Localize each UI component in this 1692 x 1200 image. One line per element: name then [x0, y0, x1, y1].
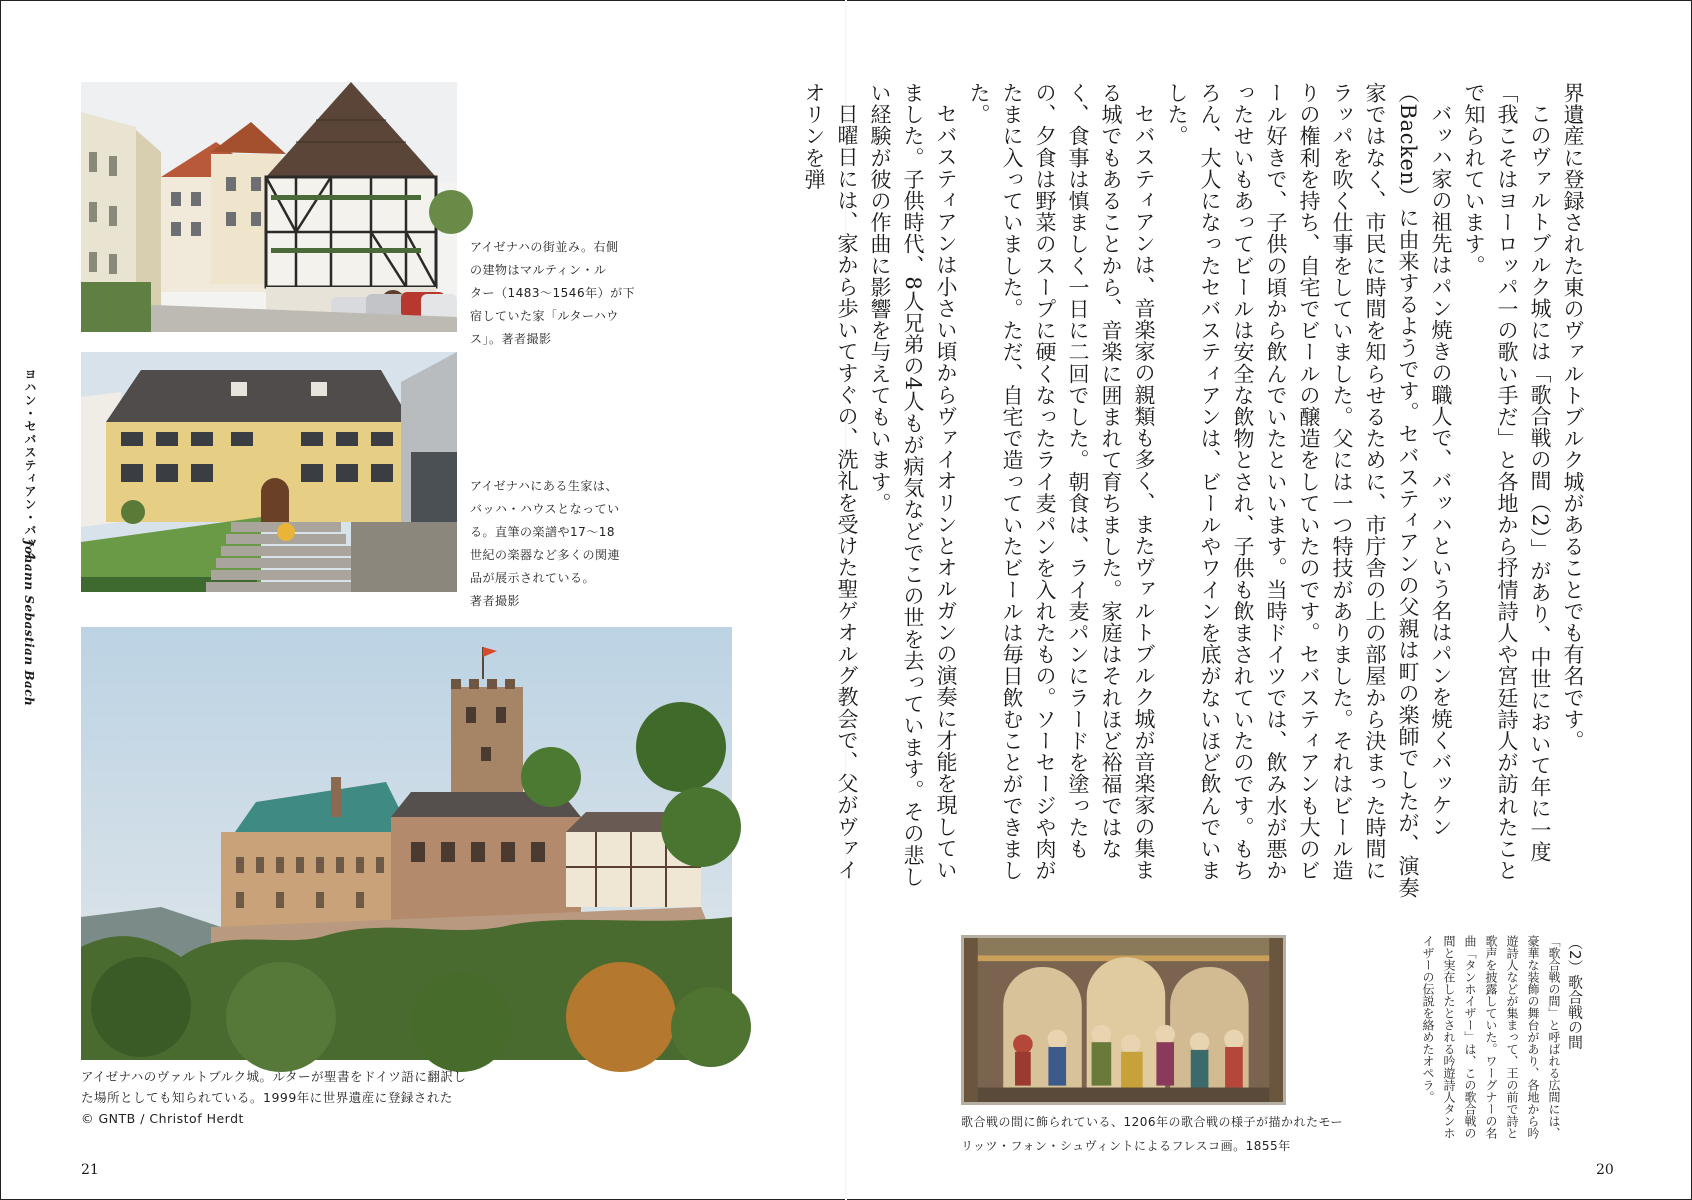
body-paragraph: 界遺産に登録された東のヴァルトブルク城があることでも有名です。 [1561, 82, 1585, 752]
body-paragraph: セバスティアンは小さい頃からヴァイオリンとオルガンの演奏に才能を現していました。子供時代、8人兄弟の4人もが病気などでこの世を去っています。その悲しい経験が彼の作曲に影響を与えてもいます。 [868, 82, 958, 888]
footnote-utagassen [1405, 935, 1585, 1150]
caption-photo-eisenach-street: アイゼナハの街並み。右側 の建物はマルティン・ル ター（1483〜1546年）が下 宿していた家「ルターハウ ス」。著者撮影 [470, 240, 636, 346]
running-head-japanese: ヨハン・セバスティアン・バッハ [23, 368, 37, 563]
body-text [802, 82, 1589, 902]
photo-wartburg-castle [81, 627, 732, 1060]
body-paragraph: セバスティアンは、音楽家の親類も多く、またヴァルトブルク城が音楽家の集まる城でもあることから、音楽に囲まれて育ちました。家庭はそれほど裕福ではなく、食事は慎ましく一日に二回でした。朝食は、ライ麦パンにラードを塗ったもの、夕食は野菜のスープに硬くなったライ麦パンを入れたもの。ソーセージや肉がたまに入っていました。ただ、自宅で造っていたビールは毎日飲むことができました。 [967, 82, 1156, 882]
footnote-text: 「歌合戦の間」と呼ばれる広間には、豪華な装飾の舞台があり、各地から吟遊詩人などが集まって、王の前で詩と歌声を披露していた。ワーグナーの名曲「タンホイザー」は、この歌合戦の間と実在したとされる吟遊詩人タンホイザーの伝説を絡めたオペラ。 [1421, 935, 1561, 1139]
body-paragraph: 日曜日には、家から歩いてすぐの、洗礼を受けた聖ゲオルグ教会で、父がヴァイオリンを弾 [802, 82, 859, 881]
photo-bach-house [81, 352, 457, 592]
page-number-left: 21 [81, 1162, 99, 1178]
running-head-english: Johann Sebastian Bach [22, 540, 36, 707]
body-paragraph: このヴァルトブルク城には「歌合戦の間（2）」があり、中世において年に一度「我こそはヨーロッパ一の歌い手だ」と各地から抒情詩人や宮廷詩人が訪れたことで知られています。 [1462, 82, 1552, 882]
caption-photo-bach-house: アイゼナハにある生家は、 バッハ・ハウスとなってい る。直筆の楽譜や17〜18 世紀の楽器など多くの関連 品が展示されている。 著者撮影 [470, 479, 621, 608]
body-paragraph: バッハ家の祖先はパン焼きの職人で、バッハという名はパンを焼くバッケン（Backen）に由来するようです。セバスティアンの父親は町の楽師でしたが、演奏家ではなく、市民に時間を知らせるために、市庁舎の上の部屋から決まった時間にラッパを吹く仕事をしていました。父には一つ特技がありました。それはビール造りの権利を持ち、自宅でビールの醸造をしていたのです。セバスティアンも大のビール好きで、子供の頃から飲んでいたといいます。当時ドイツでは、飲み水が悪かったせいもあってビールは安全な飲物とされ、子供も飲まされていたのです。もちろん、大人になったセバスティアンは、ビールやワインを底がないほど飲んでいました。 [1165, 82, 1453, 899]
footnote-title: （2）歌合戦の間 [1566, 935, 1584, 1050]
photo-eisenach-street [81, 82, 457, 332]
caption-photo-wartburg-castle: アイゼナハのヴァルトブルク城。ルターが聖書をドイツ語に翻訳し た場所としても知られている。1999年に世界遺産に登録された © GNTB / Christof Herdt [81, 1069, 467, 1126]
photo-fresco-utagassen [961, 935, 1286, 1105]
page-number-right: 20 [1596, 1162, 1614, 1178]
caption-fresco: 歌合戦の間に飾られている、1206年の歌合戦の様子が描かれたモー リッツ・フォン・シュヴィントによるフレスコ画。1855年 [961, 1115, 1344, 1153]
